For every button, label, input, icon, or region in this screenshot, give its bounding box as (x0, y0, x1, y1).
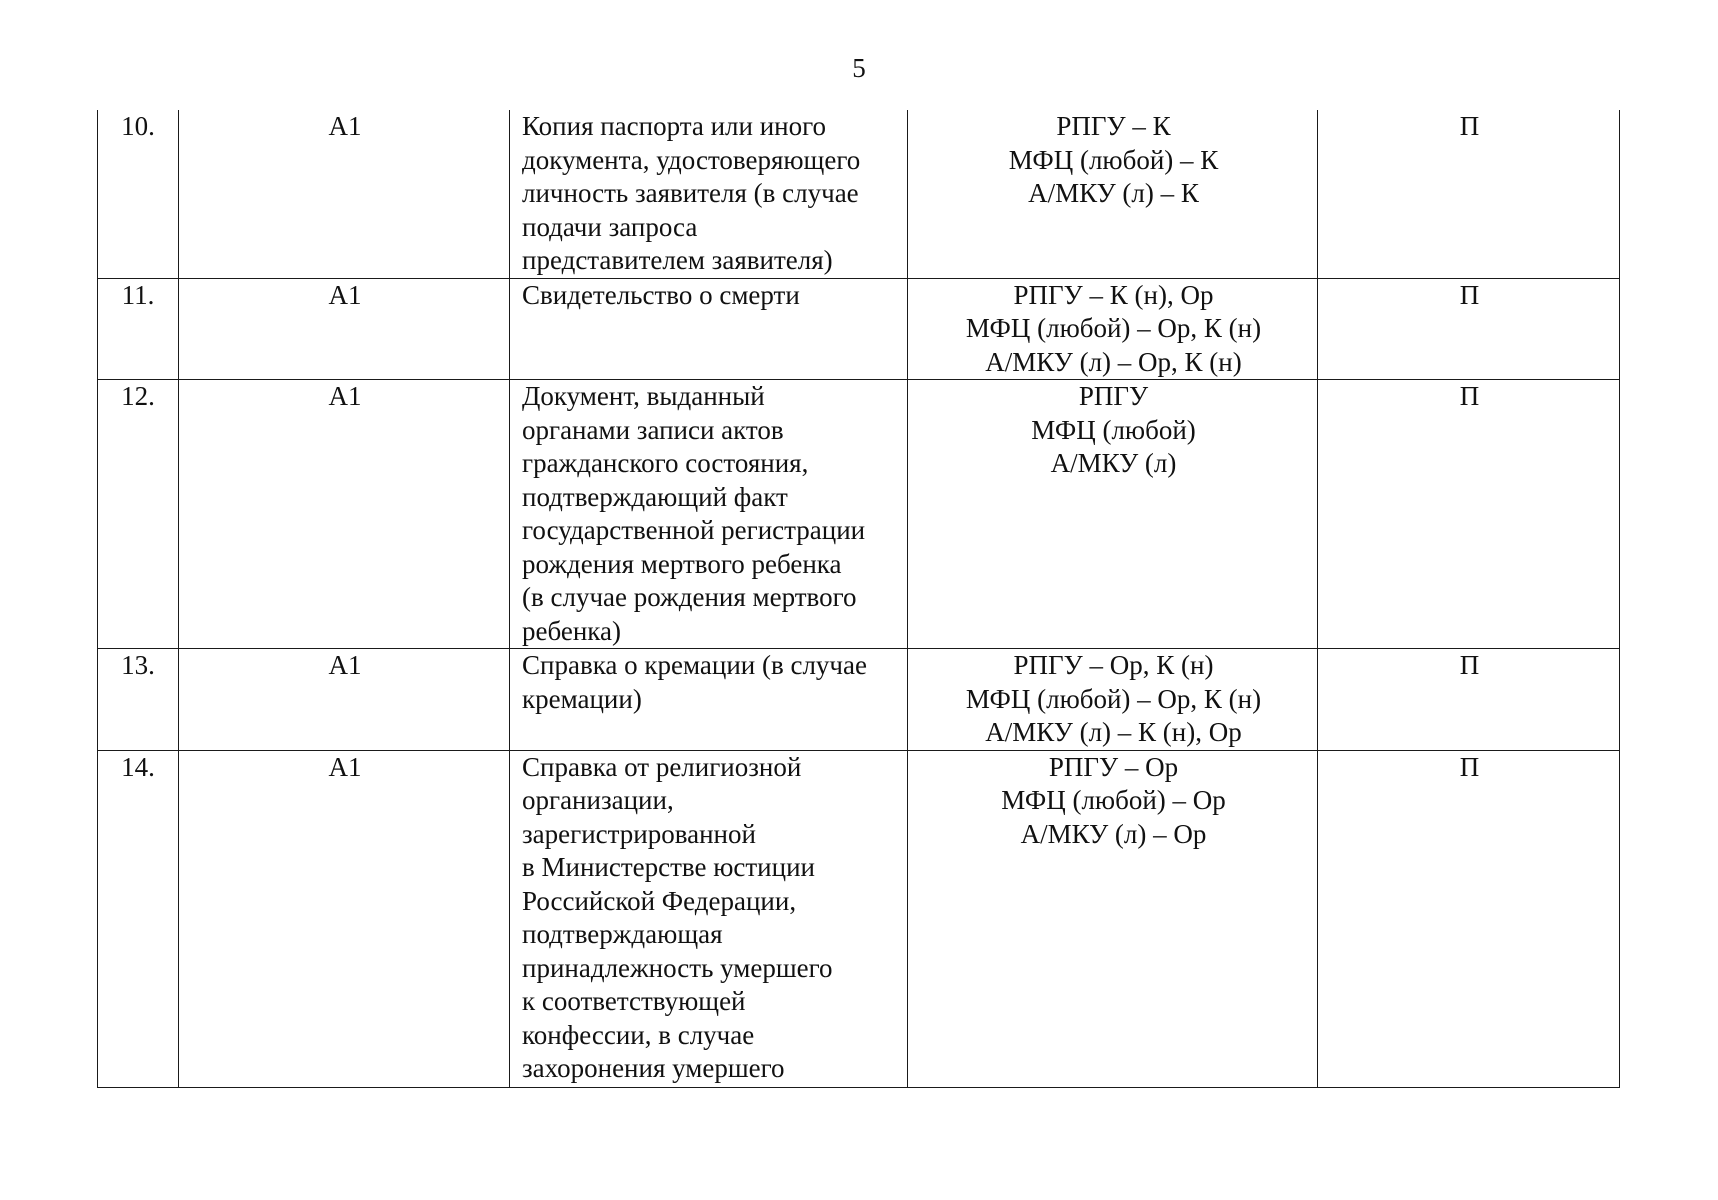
document-name-line: ребенка) (522, 615, 621, 646)
submission-way-line: МФЦ (любой) – Ор, К (н) (965, 683, 1262, 714)
submission-way-line: А/МКУ (л) (1050, 448, 1177, 478)
document-name-line: Документ, выданный (522, 381, 765, 411)
page-number: 5 (852, 53, 866, 83)
document-name-line: принадлежность умершего (522, 952, 833, 983)
submission-way-line: А/МКУ (л) – Ор, К (н) (985, 346, 1242, 377)
table-row (98, 110, 1620, 278)
row-number-cell: 12. (98, 380, 179, 649)
form-code-cell: П (1318, 380, 1620, 649)
document-name-line: захоронения умершего (522, 1053, 785, 1083)
document-name-line: личность заявителя (в случае (522, 178, 859, 208)
document-name-line: зарегистрированной (522, 818, 756, 849)
category-code-cell: А1 (179, 649, 510, 751)
form-code-cell: П (1318, 110, 1620, 278)
document-name-line: подтверждающая (522, 919, 723, 949)
submission-way-line: РПГУ – К (н), Ор (1013, 279, 1214, 310)
table-row (98, 649, 1620, 751)
row-number-cell: 14. (98, 750, 179, 1087)
table-row (98, 750, 1620, 1087)
document-name-cell (510, 380, 908, 649)
document-name-cell (510, 278, 908, 380)
document-name-line: документа, удостоверяющего (522, 144, 861, 175)
table-row (98, 278, 1620, 380)
submission-way-line: МФЦ (любой) – Ор, К (н) (965, 313, 1262, 343)
category-code-cell: А1 (179, 110, 510, 278)
document-name-line: Копия паспорта или иного (522, 111, 827, 141)
submission-way-line: МФЦ (любой) – К (1008, 144, 1219, 175)
submission-way-line: А/МКУ (л) – К (н), Ор (985, 717, 1242, 747)
document-name-line: подачи запроса (522, 211, 698, 242)
document-name-line: рождения мертвого ребенка (522, 548, 842, 579)
category-code-cell: А1 (179, 750, 510, 1087)
category-code-cell: А1 (179, 380, 510, 649)
documents-table (97, 110, 1620, 1088)
document-name-line: в Министерстве юстиции (522, 852, 815, 882)
document-name-cell (510, 750, 908, 1087)
document-name-line: гражданского состояния, (522, 448, 809, 478)
submission-way-line: РПГУ (1078, 381, 1149, 411)
submission-way-line: РПГУ – Ор (1048, 751, 1179, 782)
form-code-cell: П (1318, 649, 1620, 751)
document-name-line: к соответствующей (522, 986, 746, 1016)
row-number-cell: 10. (98, 110, 179, 278)
table-row (98, 380, 1620, 649)
submission-way-line: А/МКУ (л) – К (1028, 178, 1199, 208)
submission-ways-cell (908, 750, 1318, 1087)
submission-way-line: РПГУ – К (1056, 111, 1171, 141)
form-code-cell: П (1318, 278, 1620, 380)
form-code-cell: П (1318, 750, 1620, 1087)
row-number-cell: 13. (98, 649, 179, 751)
document-name-line: подтверждающий факт (522, 481, 788, 512)
document-name-cell (510, 649, 908, 751)
category-code-cell: А1 (179, 278, 510, 380)
document-name-line: Свидетельство о смерти (522, 279, 800, 310)
document-name-line: кремации) (522, 683, 642, 714)
document-name-line: организации, (522, 785, 674, 815)
submission-ways-cell (908, 649, 1318, 751)
document-name-line: представителем заявителя) (522, 245, 833, 275)
submission-ways-cell (908, 110, 1318, 278)
document-name-line: государственной регистрации (522, 515, 866, 545)
document-name-line: конфессии, в случае (522, 1019, 755, 1050)
submission-ways-cell (908, 380, 1318, 649)
document-name-line: Справка от религиозной (522, 751, 802, 782)
submission-ways-cell (908, 278, 1318, 380)
document-name-line: органами записи актов (522, 414, 784, 445)
document-name-cell (510, 110, 908, 278)
document-name-line: Российской Федерации, (522, 885, 797, 916)
submission-way-line: МФЦ (любой) (1031, 414, 1196, 445)
document-name-line: (в случае рождения мертвого (522, 582, 857, 612)
submission-way-line: МФЦ (любой) – Ор (1001, 785, 1226, 815)
submission-way-line: А/МКУ (л) – Ор (1020, 818, 1207, 849)
row-number-cell: 11. (98, 278, 179, 380)
document-name-line: Справка о кремации (в случае (522, 650, 867, 680)
submission-way-line: РПГУ – Ор, К (н) (1013, 650, 1214, 680)
